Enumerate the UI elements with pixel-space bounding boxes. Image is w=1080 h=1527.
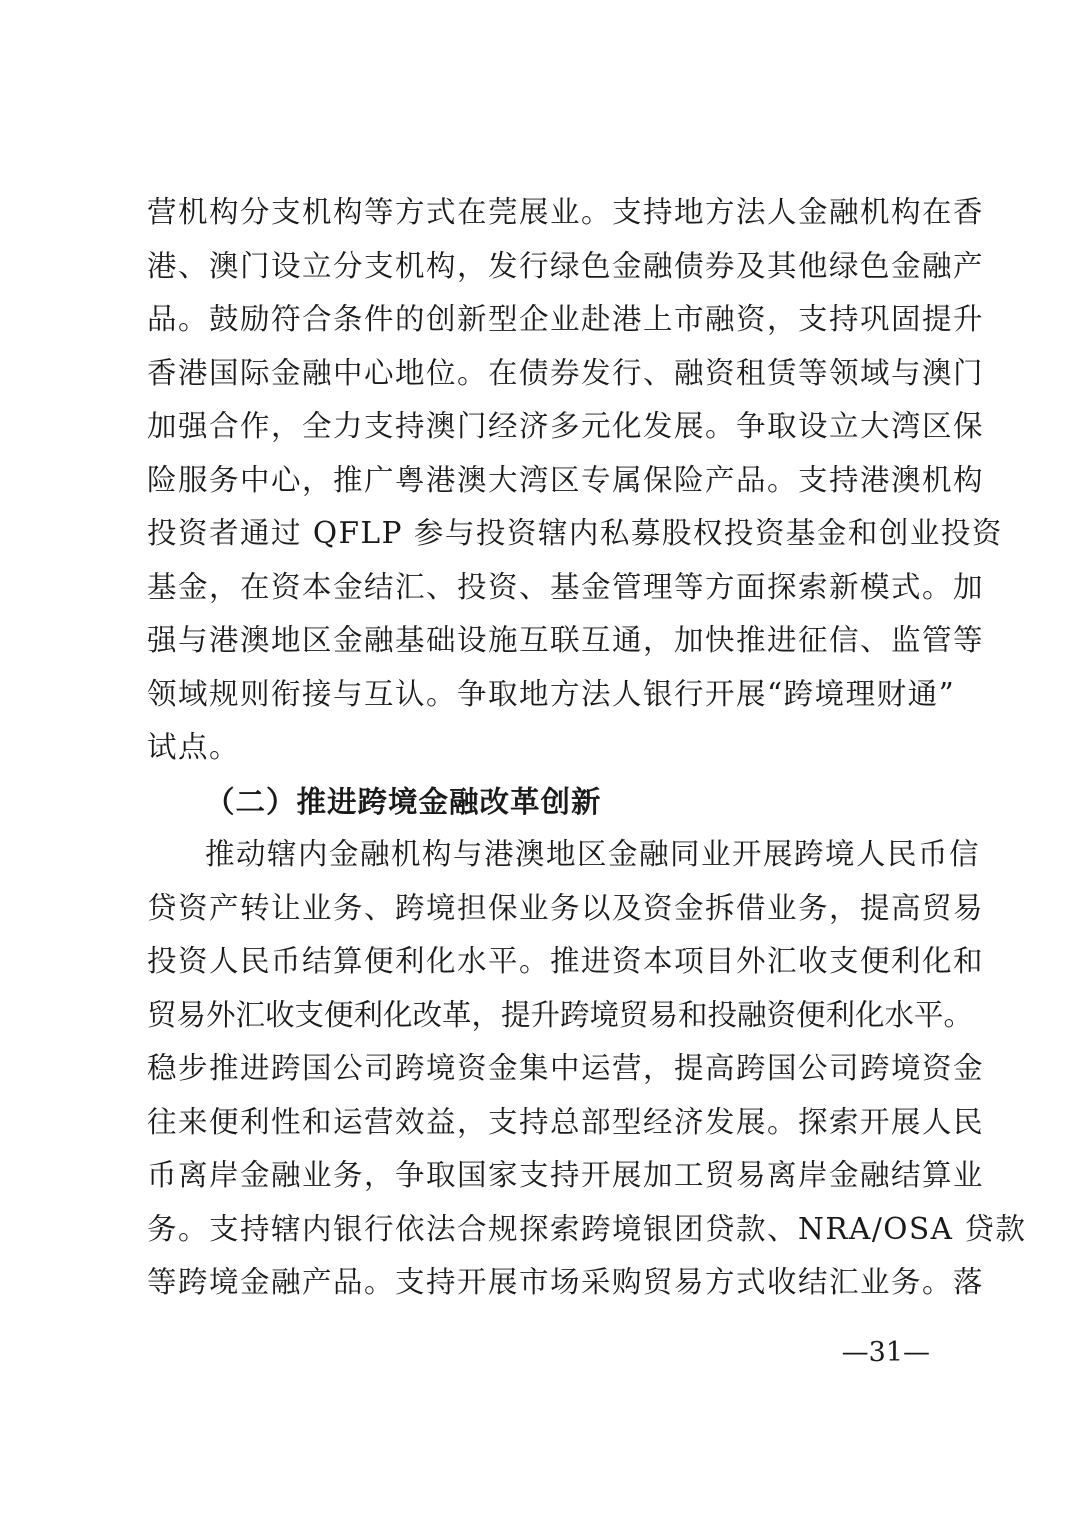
paragraph-line: 险服务中心，推广粤港澳大湾区专属保险产品。支持港澳机构 xyxy=(147,462,985,497)
paragraph-line: 务。支持辖内银行依法合规探索跨境银团贷款、NRA/OSA 贷款 xyxy=(147,1211,1027,1246)
body-text xyxy=(147,186,1027,1310)
paragraph-line: 试点。 xyxy=(147,730,241,764)
paragraph-line: 贷资产转让业务、跨境担保业务以及资金拆借业务，提高贸易 xyxy=(147,890,985,925)
paragraph-line: 币离岸金融业务，争取国家支持开展加工贸易离岸金融结算业 xyxy=(147,1158,985,1192)
paragraph-line: 贸易外汇收支便利化改革，提升跨境贸易和投融资便利化水平。 xyxy=(147,997,974,1032)
paragraph-line: 投资者通过 QFLP 参与投资辖内私募股权投资基金和创业投资 xyxy=(147,516,1003,550)
paragraph-line: 强与港澳地区金融基础设施互联互通，加快推进征信、监管等 xyxy=(147,623,985,657)
paragraph-line: 港、澳门设立分支机构，发行绿色金融债券及其他绿色金融产 xyxy=(147,248,985,283)
paragraph-line: 营机构分支机构等方式在莞展业。支持地方法人金融机构在香 xyxy=(147,195,985,229)
paragraph-line: 往来便利性和运营效益，支持总部型经济发展。探索开展人民 xyxy=(147,1104,985,1139)
paragraph-line: 基金，在资本金结汇、投资、基金管理等方面探索新模式。加 xyxy=(147,569,985,604)
paragraph-line: 等跨境金融产品。支持开展市场采购贸易方式收结汇业务。落 xyxy=(147,1265,985,1299)
page-number: —31— xyxy=(841,1337,930,1368)
section-heading: （二）推进跨境金融改革创新 xyxy=(205,783,602,819)
paragraph-line: 领域规则衔接与互认。争取地方法人银行开展“跨境理财通” xyxy=(147,676,956,711)
paragraph-line: 推动辖内金融机构与港澳地区金融同业开展跨境人民币信 xyxy=(205,837,981,871)
paragraph-line: 香港国际金融中心地位。在债券发行、融资租赁等领域与澳门 xyxy=(147,355,985,390)
paragraph-line: 稳步推进跨国公司跨境资金集中运营，提高跨国公司跨境资金 xyxy=(147,1051,985,1085)
paragraph-line: 投资人民币结算便利化水平。推进资本项目外汇收支便利化和 xyxy=(147,944,985,978)
paragraph-line: 品。鼓励符合条件的创新型企业赴港上市融资，支持巩固提升 xyxy=(147,302,985,336)
paragraph-line: 加强合作，全力支持澳门经济多元化发展。争取设立大湾区保 xyxy=(147,409,985,443)
